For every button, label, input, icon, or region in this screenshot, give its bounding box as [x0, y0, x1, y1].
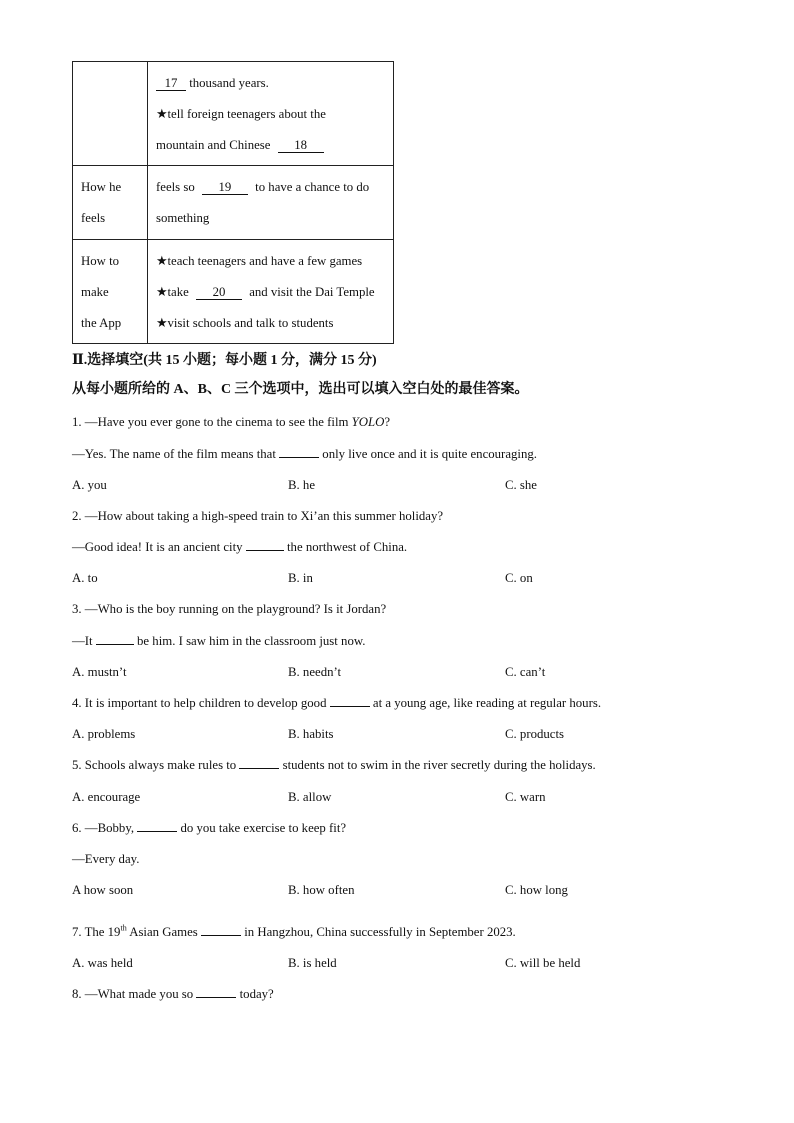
answer-blank[interactable] [96, 632, 134, 645]
table-label-cell [73, 166, 148, 240]
row3-label-line: make [81, 285, 109, 299]
question-text: do you take exercise to keep fit? [180, 821, 347, 835]
option-a[interactable]: A. mustn’t [72, 665, 127, 679]
question-3-prompt: 3. —Who is the boy running on the playground? Is it Jordan? [72, 602, 387, 616]
question-8-prompt [72, 985, 274, 1003]
question-text: 7. The 19 [72, 925, 121, 939]
question-4-prompt [72, 694, 601, 712]
question-text: —Yes. The name of the film means that [72, 447, 276, 461]
option-c[interactable]: C. will be held [505, 956, 581, 970]
cell-line [156, 205, 393, 236]
question-text: today? [239, 987, 274, 1001]
cell-line [156, 174, 393, 205]
option-a[interactable]: A. was held [72, 956, 133, 970]
answer-blank[interactable] [137, 819, 177, 832]
option-a[interactable]: A. problems [72, 727, 136, 741]
cell-text: mountain and Chinese [156, 138, 271, 152]
option-c[interactable]: C. how long [505, 883, 568, 897]
question-text: only live once and it is quite encouraging. [322, 447, 537, 461]
info-table [72, 61, 394, 344]
question-text: 4. It is important to help children to develop good [72, 696, 327, 710]
cell-text: to have a chance to do [255, 180, 370, 194]
option-a[interactable]: A how soon [72, 883, 134, 897]
row3-label-line: How to [81, 254, 120, 268]
question-6-reply: —Every day. [72, 852, 140, 866]
table-row [73, 62, 394, 166]
table-label-cell [73, 62, 148, 166]
question-6-options [72, 881, 772, 899]
option-b[interactable]: B. needn’t [288, 665, 342, 679]
section-title: Ⅱ.选择填空(共 15 小题；每小题 1 分，满分 15 分) [72, 353, 377, 368]
question-text: the northwest of China. [286, 540, 408, 554]
row2-label-line: How he [81, 180, 122, 194]
cell-text: feels so [156, 180, 195, 194]
cell-text: ★tell foreign teenagers about the [156, 107, 326, 121]
question-1-reply [72, 445, 537, 463]
question-text: —It [72, 634, 93, 648]
question-text: students not to swim in the river secretly during the holidays. [282, 758, 596, 772]
table-content-cell [148, 62, 394, 166]
cell-text: thousand years. [189, 76, 269, 90]
question-3-reply [72, 632, 365, 650]
option-c[interactable]: C. warn [505, 790, 546, 804]
blank-18[interactable]: 18 [278, 138, 324, 153]
table-label-cell [73, 240, 148, 344]
option-a[interactable]: A. you [72, 478, 107, 492]
question-2-prompt: 2. —How about taking a high-speed train to Xi’an this summer holiday? [72, 509, 444, 523]
question-3-options [72, 663, 772, 681]
option-c[interactable]: C. products [505, 727, 565, 741]
blank-19[interactable]: 19 [202, 180, 248, 195]
option-b[interactable]: B. how often [288, 883, 355, 897]
cell-text: ★teach teenagers and have a few games [156, 254, 363, 268]
question-2-reply [72, 538, 407, 556]
cell-text: ★visit schools and talk to students [156, 316, 334, 330]
cell-line [156, 132, 393, 163]
question-7-options [72, 954, 772, 972]
table-content-cell [148, 240, 394, 344]
blank-17[interactable]: 17 [156, 76, 186, 91]
question-1-options [72, 476, 772, 494]
question-text: ? [384, 415, 391, 429]
cell-line [156, 101, 393, 132]
question-text: 6. —Bobby, [72, 821, 135, 835]
question-1-prompt [72, 413, 390, 431]
cell-text: ★take [156, 285, 189, 299]
question-text: Asian Games [126, 925, 198, 939]
cell-line [156, 279, 393, 310]
cell-line [156, 70, 393, 101]
option-b[interactable]: B. is held [288, 956, 337, 970]
option-b[interactable]: B. he [288, 478, 316, 492]
question-2-options [72, 569, 772, 587]
table-row [73, 166, 394, 240]
option-c[interactable]: C. can’t [505, 665, 546, 679]
question-6-prompt [72, 819, 346, 837]
question-text: be him. I saw him in the classroom just now. [137, 634, 366, 648]
answer-blank[interactable] [246, 538, 284, 551]
ordinal-suffix: th [120, 923, 127, 933]
row2-label-line: feels [81, 211, 106, 225]
option-b[interactable]: B. allow [288, 790, 332, 804]
cell-text: something [156, 211, 210, 225]
question-text: 1. —Have you ever gone to the cinema to see the film [72, 415, 352, 429]
option-a[interactable]: A. to [72, 571, 98, 585]
question-text: 5. Schools always make rules to [72, 758, 237, 772]
question-7-prompt [72, 923, 516, 941]
cell-text: and visit the Dai Temple [249, 285, 375, 299]
blank-20[interactable]: 20 [196, 285, 242, 300]
question-4-options [72, 725, 772, 743]
table-row [73, 240, 394, 344]
option-a[interactable]: A. encourage [72, 790, 141, 804]
cell-line [156, 310, 393, 341]
section-instruction: 从每小题所给的 A、B、C 三个选项中，选出可以填入空白处的最佳答案。 [72, 382, 529, 397]
answer-blank[interactable] [196, 985, 236, 998]
question-text: —Good idea! It is an ancient city [72, 540, 243, 554]
cell-line [156, 248, 393, 279]
question-5-prompt [72, 756, 596, 774]
question-text: 8. —What made you so [72, 987, 194, 1001]
option-b[interactable]: B. in [288, 571, 313, 585]
row3-label-line: the App [81, 316, 122, 330]
option-c[interactable]: C. she [505, 478, 537, 492]
film-title: YOLO [351, 415, 385, 429]
option-b[interactable]: B. habits [288, 727, 334, 741]
answer-blank[interactable] [201, 923, 241, 936]
answer-blank[interactable] [279, 445, 319, 458]
question-5-options [72, 788, 772, 806]
question-text: at a young age, like reading at regular hours. [372, 696, 602, 710]
question-text: in Hangzhou, China successfully in September 2023. [244, 925, 516, 939]
option-c[interactable]: C. on [505, 571, 533, 585]
table-content-cell [148, 166, 394, 240]
answer-blank[interactable] [239, 756, 279, 769]
answer-blank[interactable] [330, 694, 370, 707]
